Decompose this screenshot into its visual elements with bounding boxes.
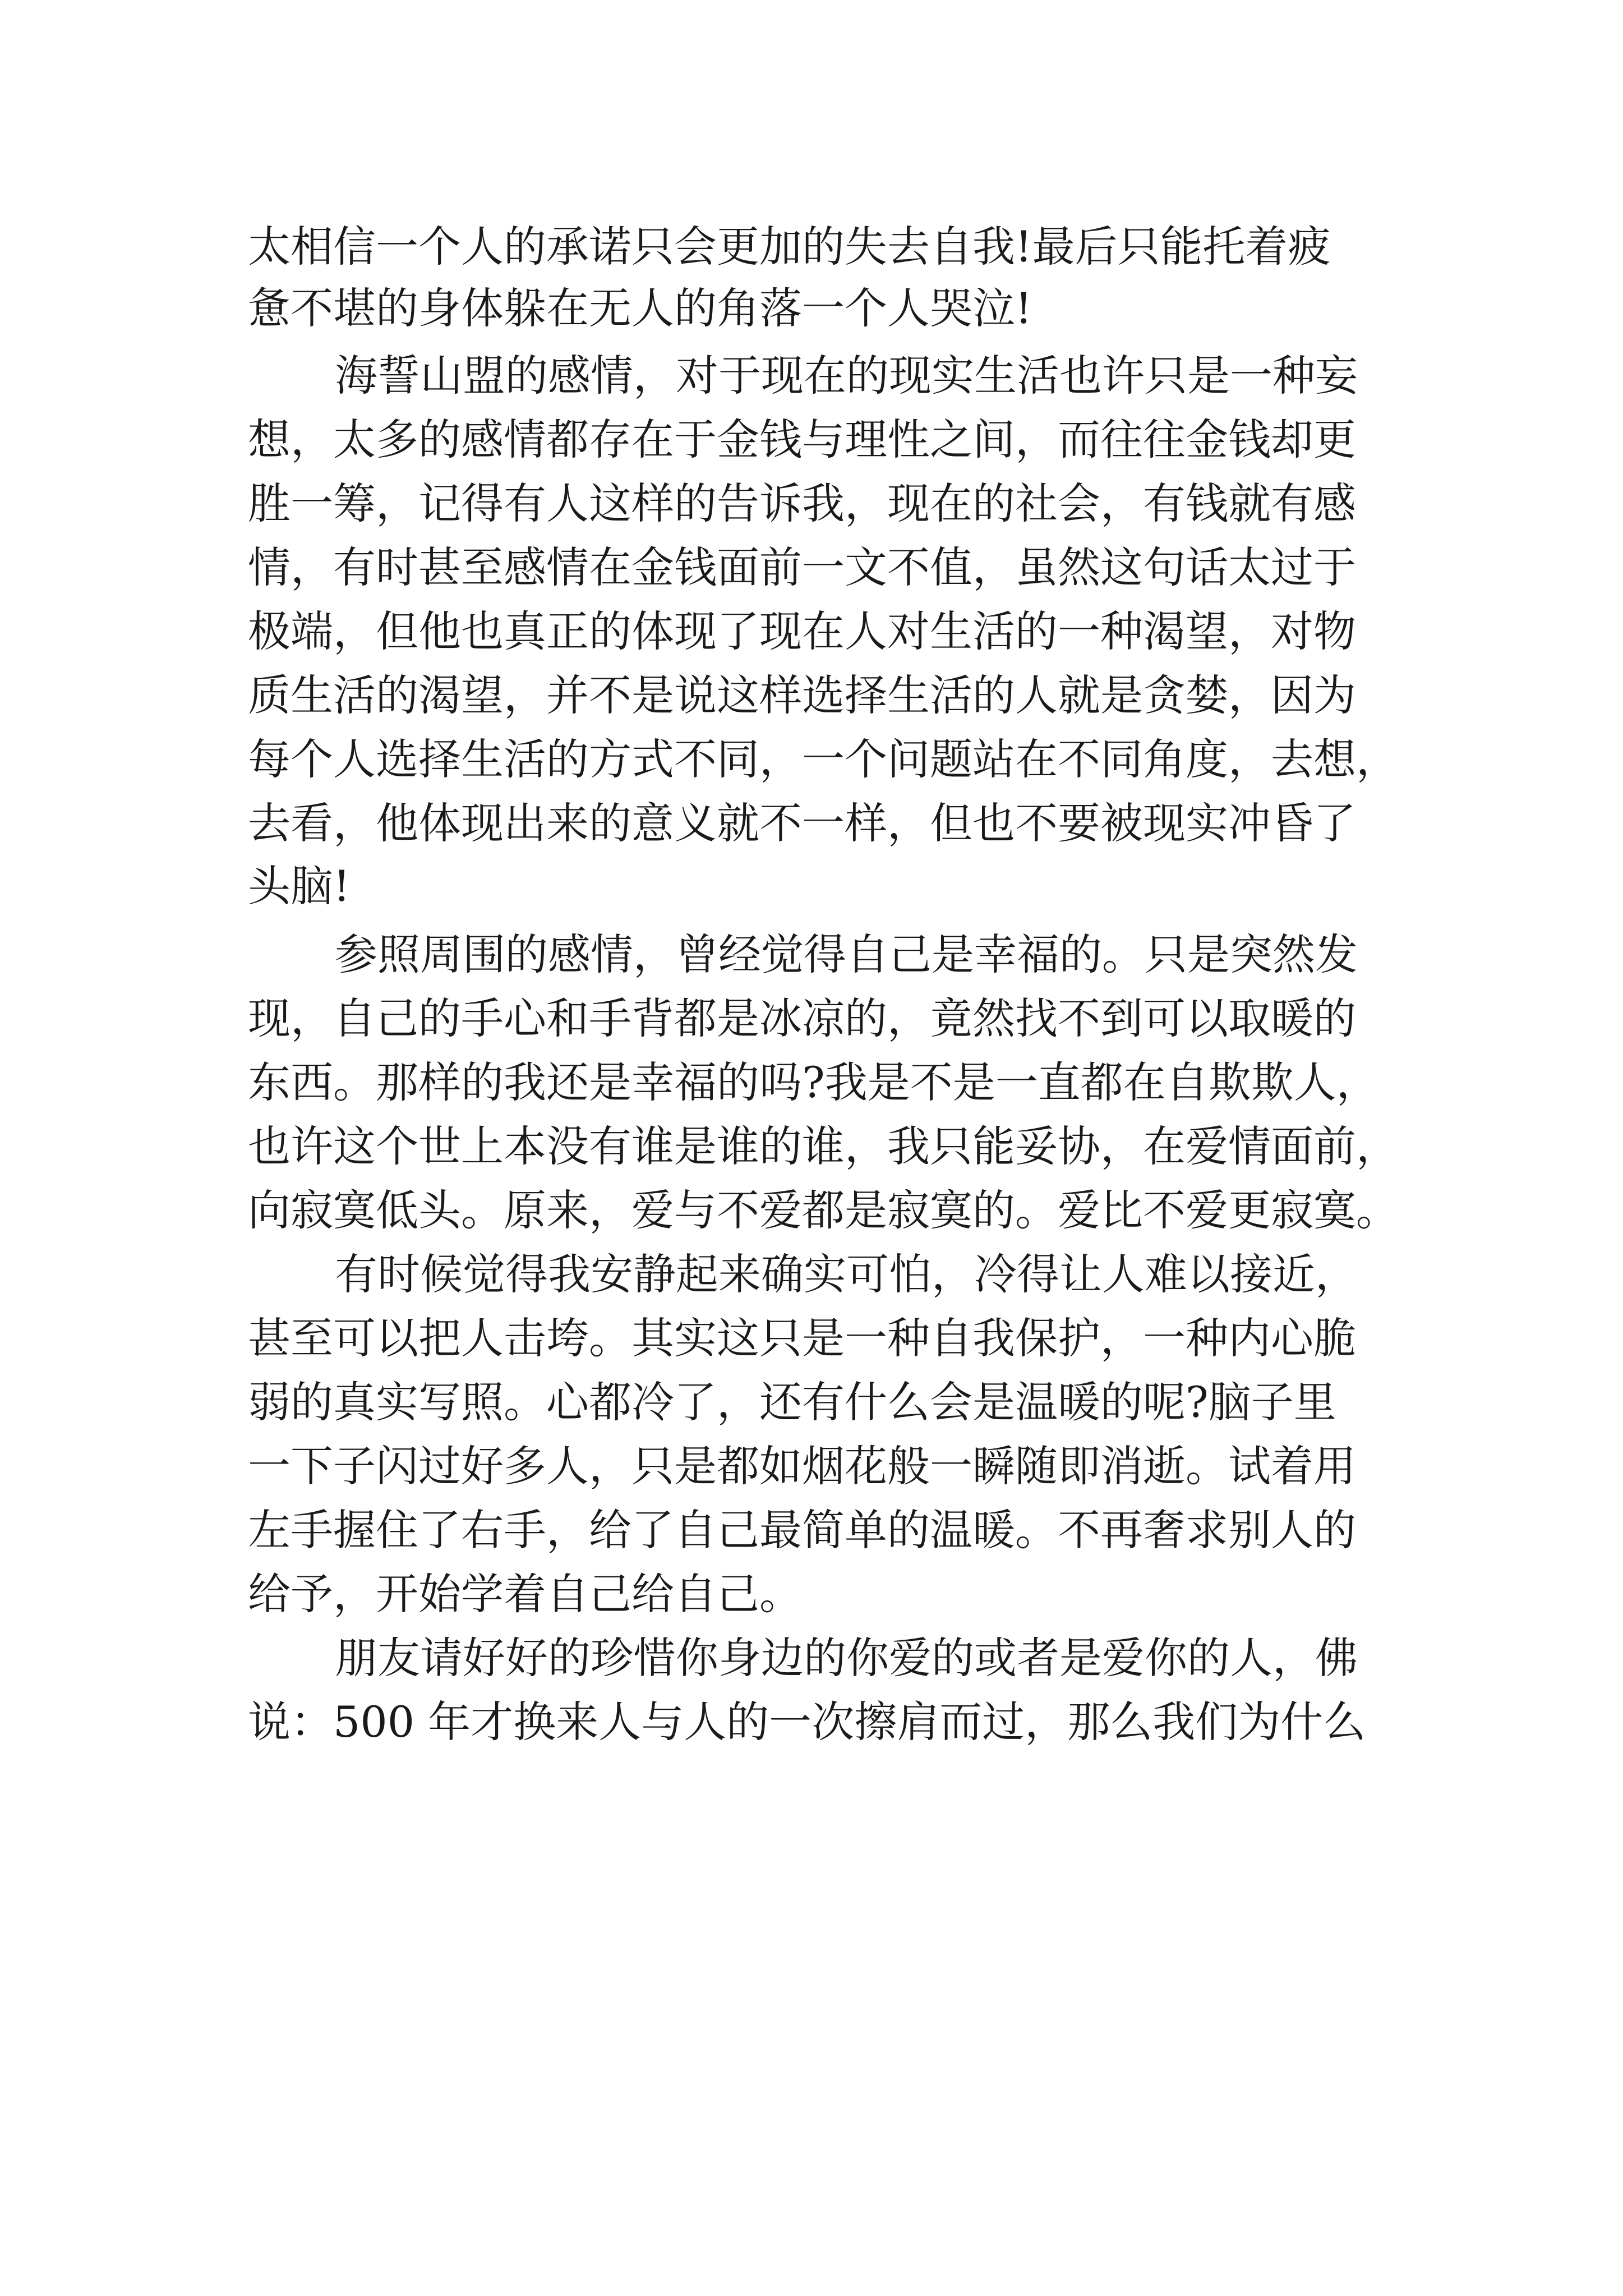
text-line: 一下子闪过好多人，只是都如烟花般一瞬随即消逝。试着用 xyxy=(248,1441,1356,1491)
text-line: 去看，他体现出来的意义就不一样，但也不要被现实冲昏了 xyxy=(248,798,1356,848)
text-line: 弱的真实写照。心都冷了，还有什么会是温暖的呢?脑子里 xyxy=(248,1377,1336,1427)
paragraph-first-line: 有时候觉得我安静起来确实可怕，冷得让人难以接近， xyxy=(335,1249,1358,1299)
text-line: 质生活的渴望，并不是说这样选择生活的人就是贪婪，因为 xyxy=(248,670,1356,720)
paragraph-first-line: 朋友请好好的珍惜你身边的你爱的或者是爱你的人，佛 xyxy=(335,1633,1358,1683)
text-line: 惫不堪的身体躲在无人的角落一个人哭泣! xyxy=(248,283,1032,333)
text-line: 给予，开始学着自己给自己。 xyxy=(248,1569,802,1619)
text-line: 太相信一个人的承诺只会更加的失去自我!最后只能托着疲 xyxy=(248,222,1331,272)
text-line: 说：500 年才换来人与人的一次擦肩而过，那么我们为什么 xyxy=(248,1697,1366,1747)
paragraph-first-line: 海誓山盟的感情，对于现在的现实生活也许只是一种妄 xyxy=(335,351,1358,401)
text-line: 头脑! xyxy=(248,861,351,911)
text-line: 胜一筹，记得有人这样的告诉我，现在的社会，有钱就有感 xyxy=(248,478,1356,528)
text-line: 每个人选择生活的方式不同，一个问题站在不同角度，去想， xyxy=(248,734,1399,784)
paragraph-first-line: 参照周围的感情，曾经觉得自己是幸福的。只是突然发 xyxy=(335,930,1358,979)
text-line: 东西。那样的我还是幸福的吗?我是不是一直都在自欺欺人， xyxy=(248,1057,1379,1107)
text-line: 现，自己的手心和手背都是冰凉的，竟然找不到可以取暖的 xyxy=(248,993,1356,1043)
text-line: 向寂寞低头。原来，爱与不爱都是寂寞的。爱比不爱更寂寞。 xyxy=(248,1185,1399,1235)
text-line: 极端，但他也真正的体现了现在人对生活的一种渴望，对物 xyxy=(248,606,1356,656)
text-line: 左手握住了右手，给了自己最简单的温暖。不再奢求别人的 xyxy=(248,1505,1356,1555)
text-line: 也许这个世上本没有谁是谁的谁，我只能妥协，在爱情面前， xyxy=(248,1121,1399,1171)
text-line: 想，太多的感情都存在于金钱与理性之间，而往往金钱却更 xyxy=(248,415,1356,464)
text-line: 情，有时甚至感情在金钱面前一文不值，虽然这句话太过于 xyxy=(248,542,1356,592)
text-line: 甚至可以把人击垮。其实这只是一种自我保护，一种内心脆 xyxy=(248,1313,1356,1363)
